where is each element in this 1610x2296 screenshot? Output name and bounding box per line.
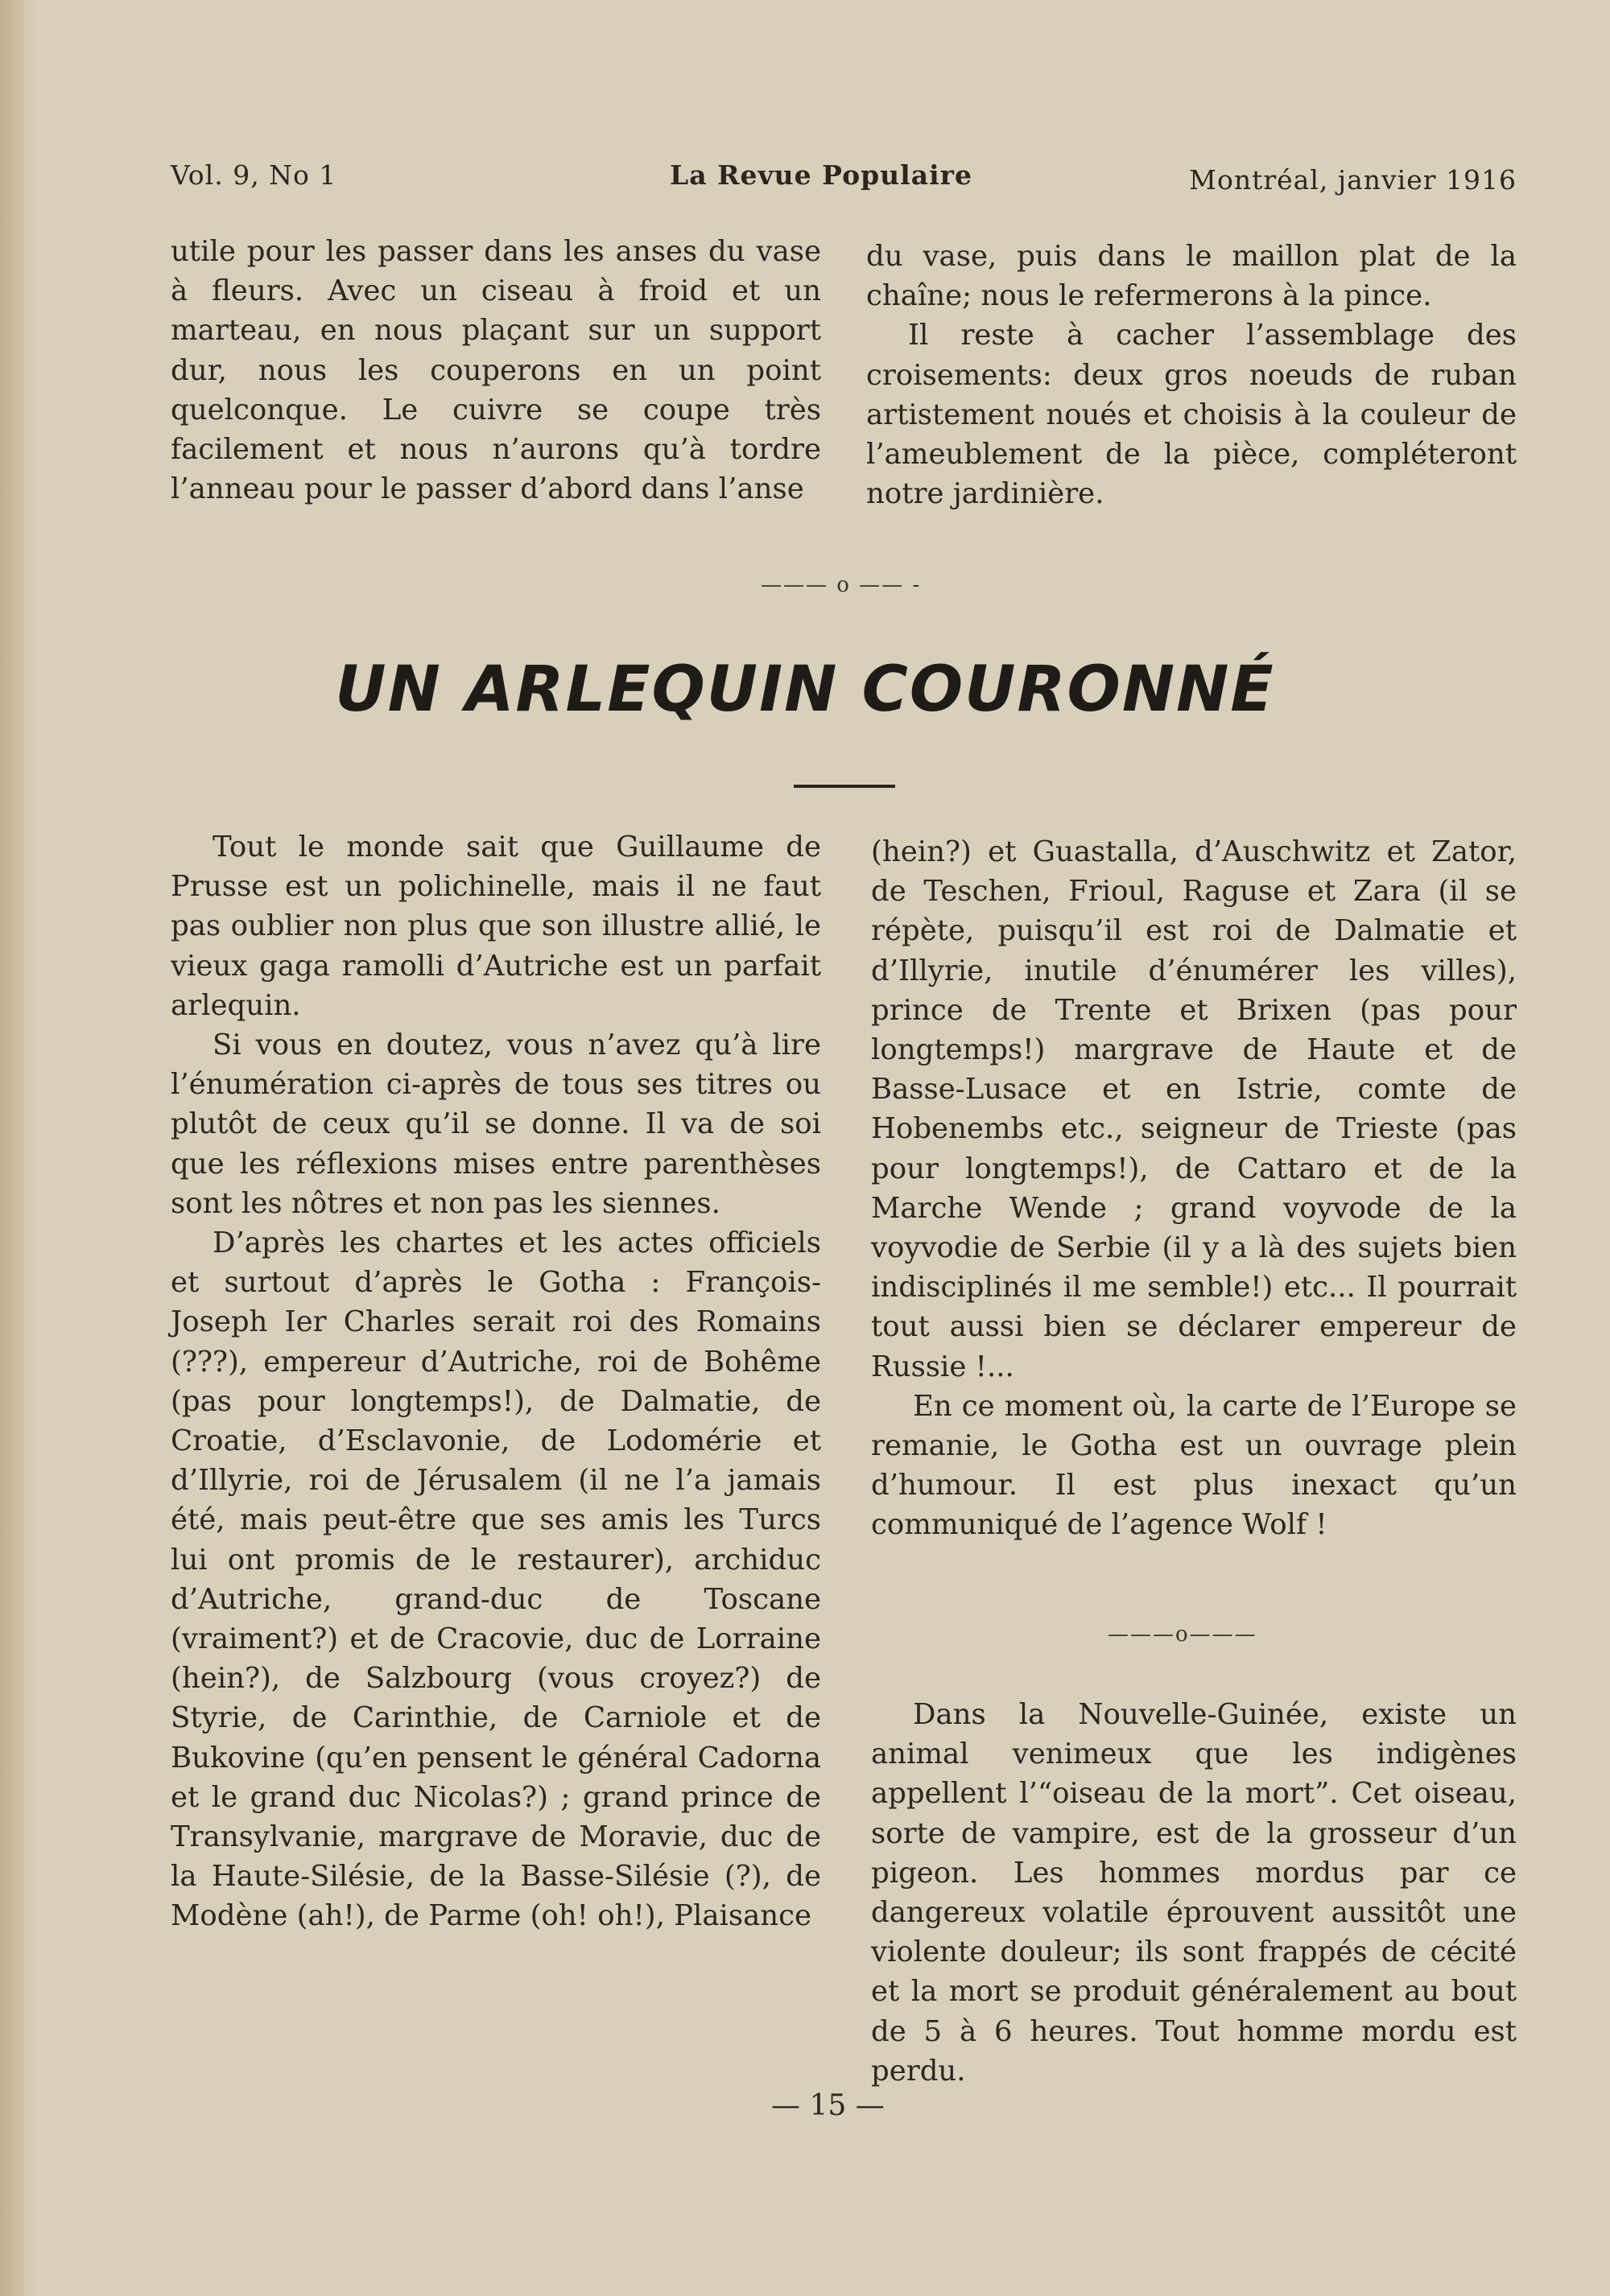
paragraph: du vase, puis dans le maillon plat de la chaîne; nous le refermerons à la pince.: [866, 240, 1517, 313]
previous-article-right-column: [866, 237, 1517, 513]
paragraph: Tout le monde sait que Guillaume de Prusse est un polichinelle, mais il ne faut pas oublier non plus que son illustre allié, le vieux gaga ramolli d’Autriche est un parfait arlequin.: [171, 831, 821, 1022]
volume-number: Vol. 9, No 1: [171, 159, 337, 191]
previous-article-left-column: [171, 232, 821, 509]
section-separator: ——— o —— -: [761, 573, 922, 597]
page-binding-edge: [0, 0, 39, 2296]
section-separator: ———o———: [1108, 1622, 1257, 1647]
running-header: [171, 159, 1517, 200]
article-title: UN ARLEQUIN COURONNÉ: [335, 653, 1275, 726]
short-item-column: [871, 1695, 1517, 2091]
journal-title: La Revue Populaire: [670, 159, 972, 191]
page-number: — 15 —: [771, 2089, 885, 2122]
paragraph: utile pour les passer dans les anses du vase à fleurs. Avec un ciseau à froid et un marteau, en nous plaçant sur un support dur, nous les couperons en un point quelconque. Le cuivre se coupe très facilement et nous n’aurons qu’à tordre l’anneau pour le passer d’abord dans l’anse: [171, 235, 821, 506]
paragraph: En ce moment où, la carte de l’Europe se remanie, le Gotha est un ouvrage plein d’humour. Il est plus inexact qu’un communiqué de l’agence Wolf !: [871, 1389, 1517, 1542]
paragraph: D’après les chartes et les actes officiels et surtout d’après le Gotha : François-Joseph Ier Charles serait roi des Romains (???), empereur d’Autriche, roi de Bohême (pas pour longtemps!), de Dalmatie, de Croatie, d’Esclavonie, de Lodomérie et d’Illyrie, roi de Jérusalem (il ne l’a jamais été, mais peut-être que ses amis les Turcs lui ont promis de le restaurer), archiduc d’Autriche, grand-duc de Toscane (vraiment?) et de Cracovie, duc de Lorraine (hein?), de Salzbourg (vous croyez?) de Styrie, de Carinthie, de Carniole et de Bukovine (qu’en pensent le général Cadorna et le grand duc Nicolas?) ; grand prince de Transylvanie, margrave de Moravie, duc de la Haute-Silésie, de la Basse-Silésie (?), de Modène (ah!), de Parme (oh! oh!), Plaisance: [171, 1226, 821, 1933]
paragraph: Il reste à cacher l’assemblage des croisements: deux gros noeuds de ruban artistement noués et choisis à la couleur de l’ameublement de la pièce, compléteront notre jardinière.: [866, 319, 1517, 511]
issue-date: Montréal, janvier 1916: [1189, 164, 1517, 196]
paragraph: Dans la Nouvelle-Guinée, existe un animal venimeux que les indigènes appellent l’“oiseau de la mort”. Cet oiseau, sorte de vampire, est de la grosseur d’un pigeon. Les hommes mordus par ce dangereux volatile éprouvent aussitôt une violente douleur; ils sont frappés de cécité et la mort se produit généralement au bout de 5 à 6 heures. Tout homme mordu est perdu.: [871, 1698, 1517, 2088]
title-rule: [794, 785, 895, 788]
article-right-column: [871, 832, 1517, 1545]
paragraph: (hein?) et Guastalla, d’Auschwitz et Zator, de Teschen, Frioul, Raguse et Zara (il se répète, puisqu’il est roi de Dalmatie et d’Illyrie, inutile d’énumérer les villes), prince de Trente et Brixen (pas pour longtemps!) margrave de Haute et de Basse-Lusace et en Istrie, comte de Hobenembs etc., seigneur de Trieste (pas pour longtemps!), de Cattaro et de la Marche Wende ; grand voyvode de la voyvodie de Serbie (il y a là des sujets bien indisciplinés il me semble!) etc... Il pourrait tout aussi bien se déclarer empereur de Russie !...: [871, 835, 1517, 1383]
paragraph: Si vous en doutez, vous n’avez qu’à lire l’énumération ci-après de tous ses titres ou plutôt de ceux qu’il se donne. Il va de soi que les réflexions mises entre parenthèses sont les nôtres et non pas les siennes.: [171, 1028, 821, 1220]
article-left-column: [171, 827, 821, 1936]
